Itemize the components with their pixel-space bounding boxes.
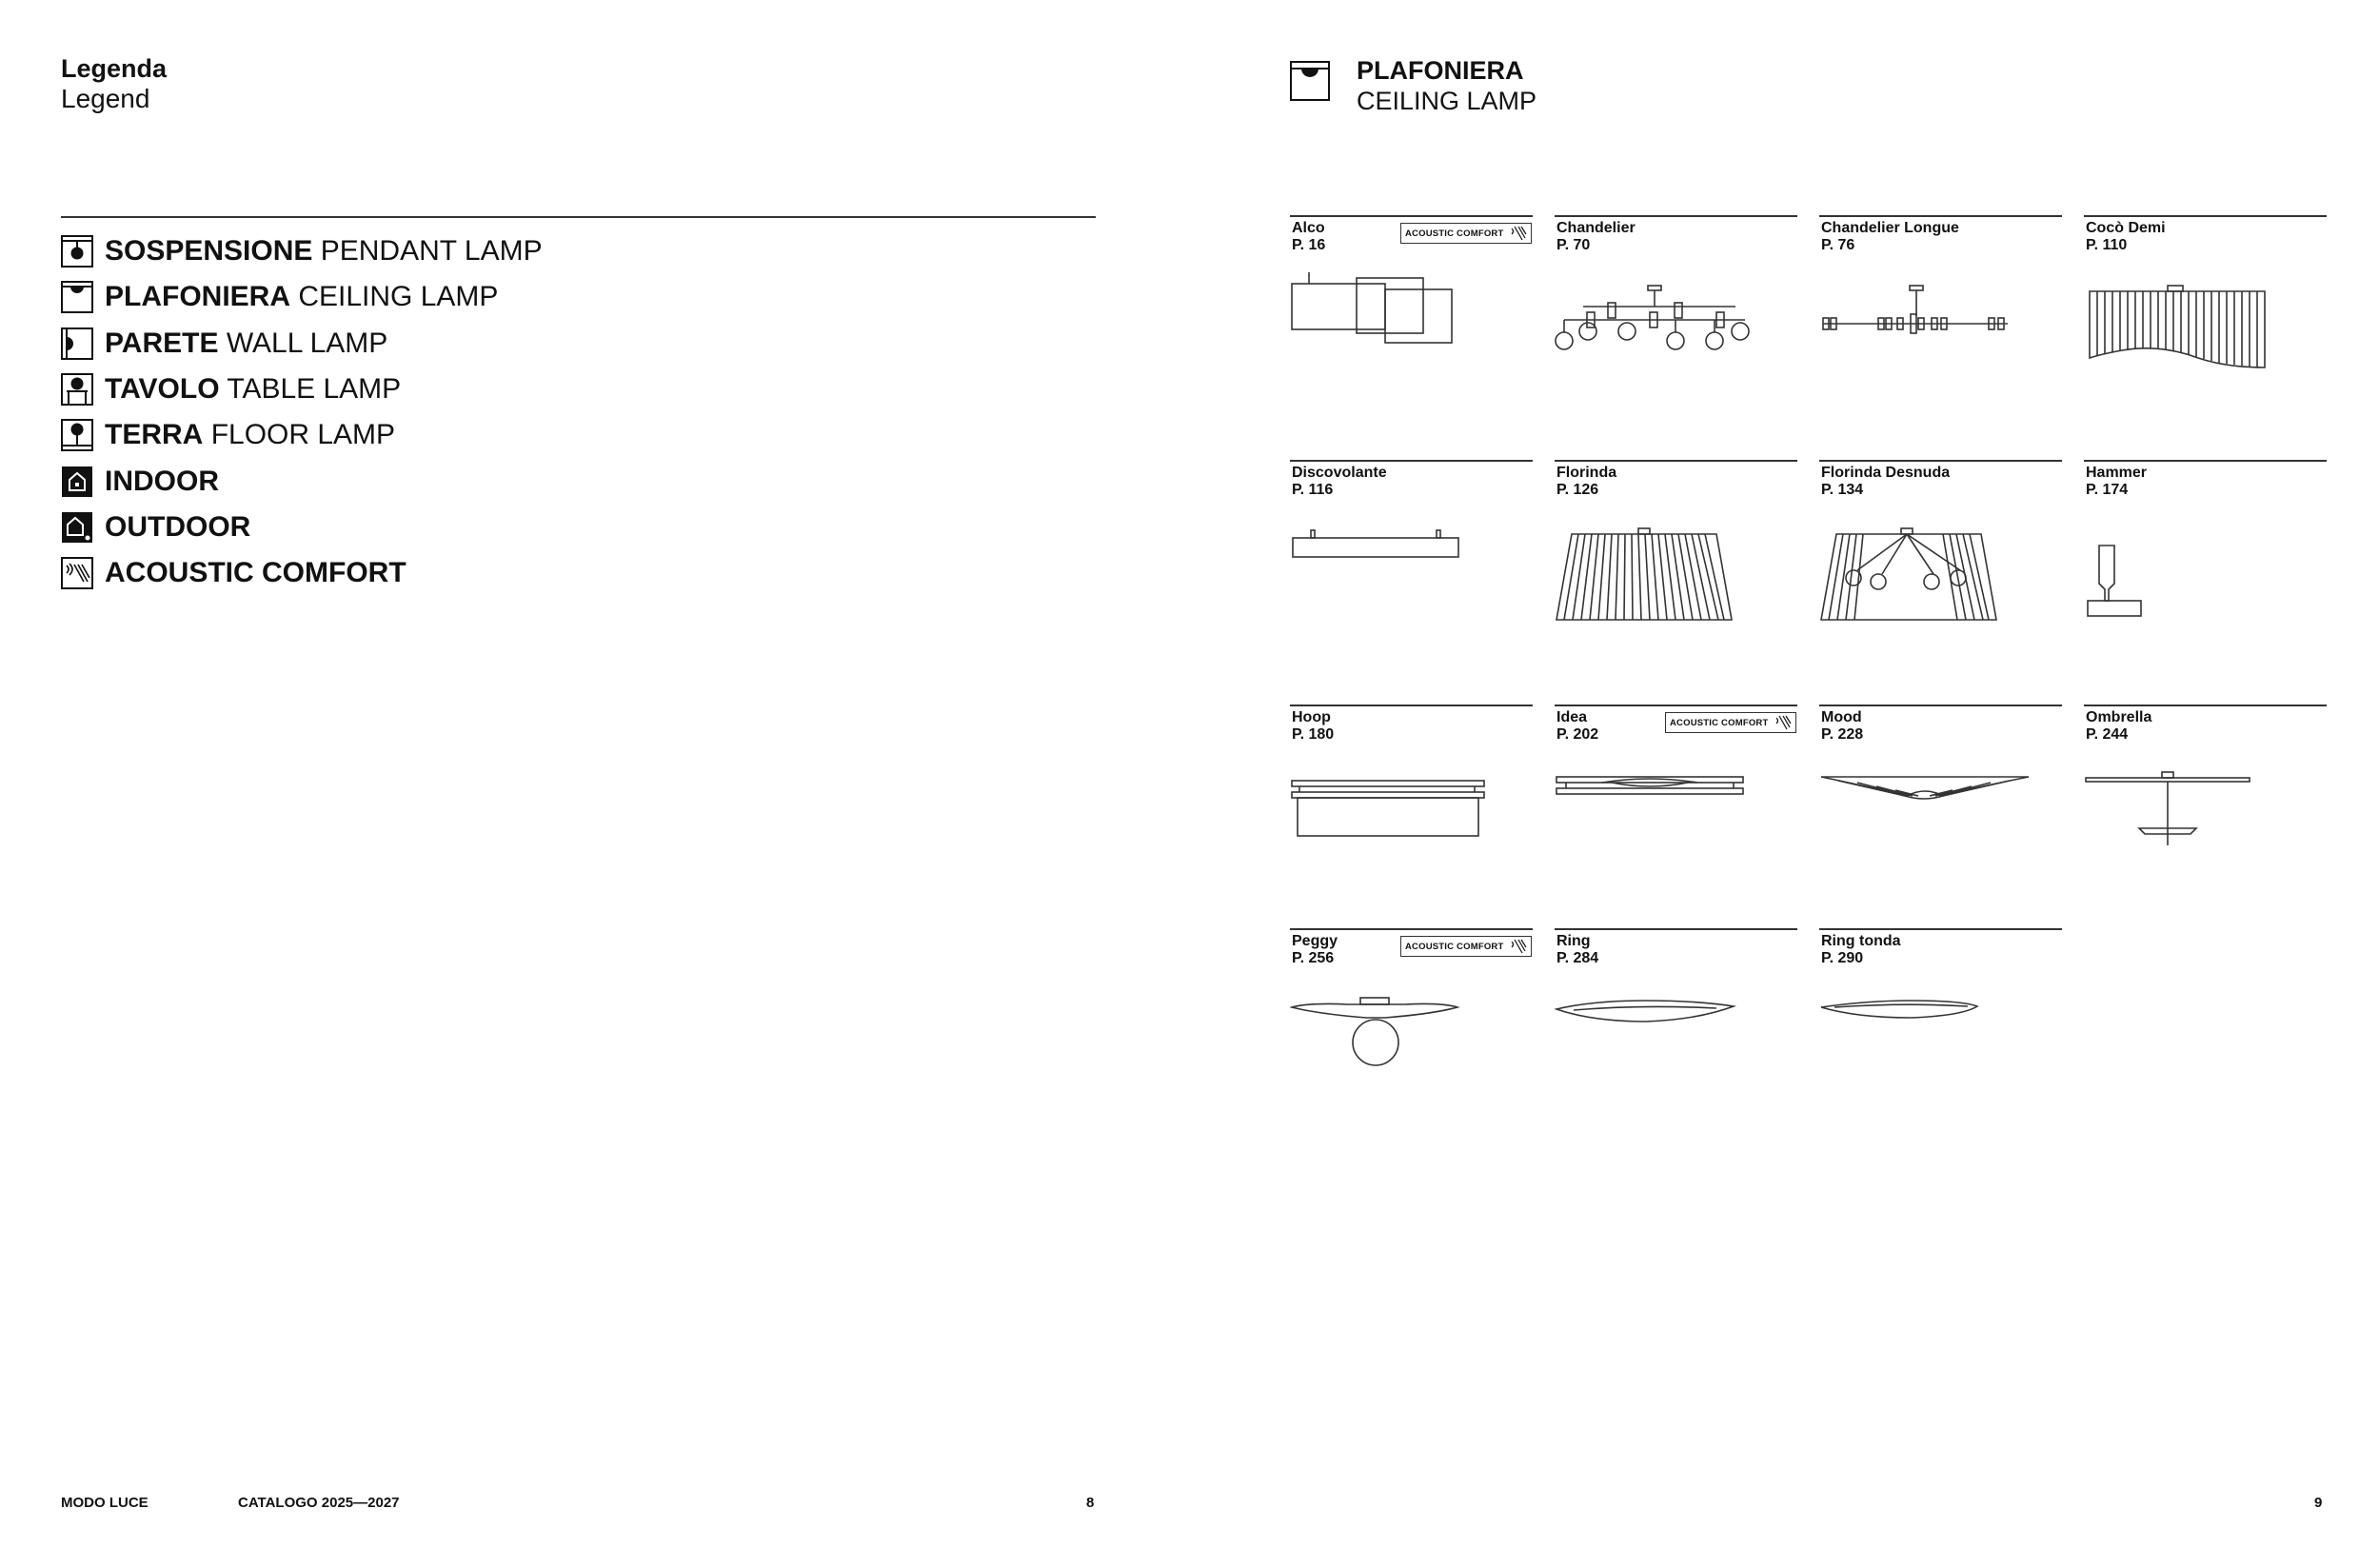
product-page-ref: P. 256 bbox=[1292, 950, 1335, 966]
ceiling-lamp-icon bbox=[1290, 61, 1330, 101]
chandelier-longue-drawing bbox=[1819, 263, 2062, 415]
product-name: Mood bbox=[1821, 709, 1862, 725]
product-page-ref: P. 244 bbox=[2086, 726, 2129, 743]
legend-label: OUTDOOR bbox=[105, 510, 251, 543]
section-heading bbox=[1357, 55, 1536, 116]
product-page-ref: P. 126 bbox=[1556, 482, 1599, 498]
wall-lamp-icon bbox=[61, 327, 93, 360]
product-name: Chandelier Longue bbox=[1821, 220, 1959, 236]
product-name: Ring bbox=[1556, 933, 1591, 949]
outdoor-icon bbox=[61, 511, 93, 544]
product-divider bbox=[1555, 215, 1797, 217]
product-divider bbox=[2084, 705, 2327, 706]
legend-label: PLAFONIERA CEILING LAMP bbox=[105, 281, 499, 313]
product-page-ref: P. 16 bbox=[1292, 237, 1326, 253]
ceiling-lamp-icon bbox=[61, 281, 93, 313]
product-divider bbox=[1290, 215, 1533, 217]
product-name: Hammer bbox=[2086, 465, 2148, 481]
product-divider bbox=[1290, 460, 1533, 462]
acoustic-comfort-badge bbox=[1400, 936, 1532, 957]
product-card-ring-tonda[interactable] bbox=[1819, 928, 2062, 1152]
legend-title-it: Legenda bbox=[61, 54, 168, 83]
product-page-ref: P. 134 bbox=[1821, 482, 1864, 498]
section-title-it: PLAFONIERA bbox=[1357, 56, 1524, 85]
footer-catalog: CATALOGO 2025—2027 bbox=[238, 1495, 400, 1511]
product-divider bbox=[1555, 460, 1797, 462]
product-page-ref: P. 284 bbox=[1556, 950, 1599, 966]
legend-item-pendant bbox=[61, 228, 543, 274]
florinda-drawing bbox=[1555, 507, 1797, 660]
product-card-chandelier-longue[interactable] bbox=[1819, 215, 2062, 439]
product-page-ref: P. 110 bbox=[2086, 237, 2128, 253]
product-divider bbox=[1819, 215, 2062, 217]
ring-tonda-drawing bbox=[1819, 976, 2062, 1128]
legend-label: SOSPENSIONE PENDANT LAMP bbox=[105, 235, 543, 268]
idea-drawing bbox=[1555, 752, 1797, 904]
product-card-mood[interactable] bbox=[1819, 705, 2062, 928]
acoustic-comfort-icon bbox=[1510, 939, 1527, 954]
product-name: Cocò Demi bbox=[2086, 220, 2166, 236]
acoustic-comfort-badge bbox=[1665, 712, 1796, 733]
product-page-ref: P. 228 bbox=[1821, 726, 1864, 743]
pendant-lamp-icon bbox=[61, 235, 93, 268]
mood-drawing bbox=[1819, 752, 2062, 904]
legend-label: INDOOR bbox=[105, 465, 219, 497]
page-number-left: 8 bbox=[1086, 1495, 1095, 1511]
legend-list bbox=[61, 228, 543, 596]
page-number-right: 9 bbox=[2314, 1495, 2323, 1511]
legend-item-wall bbox=[61, 321, 543, 367]
product-page-ref: P. 116 bbox=[1292, 482, 1334, 498]
product-divider bbox=[1555, 705, 1797, 706]
legend-label: PARETE WALL LAMP bbox=[105, 327, 388, 359]
legend-item-outdoor bbox=[61, 505, 543, 550]
legend-item-floor bbox=[61, 412, 543, 458]
product-card-idea[interactable] bbox=[1555, 705, 1797, 928]
product-name: Hoop bbox=[1292, 709, 1331, 725]
acoustic-comfort-icon bbox=[1510, 226, 1527, 241]
acoustic-comfort-icon bbox=[61, 557, 93, 589]
product-page-ref: P. 174 bbox=[2086, 482, 2129, 498]
florinda-desnuda-drawing bbox=[1819, 507, 2062, 660]
ombrella-drawing bbox=[2084, 752, 2327, 904]
product-page-ref: P. 180 bbox=[1292, 726, 1335, 743]
product-card-ombrella[interactable] bbox=[2084, 705, 2327, 928]
indoor-icon bbox=[61, 466, 93, 498]
product-name: Alco bbox=[1292, 220, 1325, 236]
product-card-chandelier[interactable] bbox=[1555, 215, 1797, 439]
product-name: Idea bbox=[1556, 709, 1588, 725]
peggy-drawing bbox=[1290, 976, 1533, 1128]
legend-divider bbox=[61, 216, 1096, 218]
product-divider bbox=[2084, 215, 2327, 217]
product-divider bbox=[1555, 928, 1797, 930]
product-divider bbox=[1290, 705, 1533, 706]
product-name: Discovolante bbox=[1292, 465, 1387, 481]
badge-label: ACOUSTIC COMFORT bbox=[1670, 717, 1769, 728]
product-card-alco[interactable] bbox=[1290, 215, 1533, 439]
discovolante-drawing bbox=[1290, 507, 1533, 660]
product-page-ref: P. 70 bbox=[1556, 237, 1591, 253]
product-page-ref: P. 76 bbox=[1821, 237, 1855, 253]
legend-label: TAVOLO TABLE LAMP bbox=[105, 373, 402, 406]
legend-heading bbox=[61, 53, 167, 114]
product-card-ring[interactable] bbox=[1555, 928, 1797, 1152]
product-card-florinda-desnuda[interactable] bbox=[1819, 460, 2062, 684]
chandelier-drawing bbox=[1555, 263, 1797, 415]
legend-item-table bbox=[61, 367, 543, 412]
product-card-hoop[interactable] bbox=[1290, 705, 1533, 928]
product-card-peggy[interactable] bbox=[1290, 928, 1533, 1152]
badge-label: ACOUSTIC COMFORT bbox=[1405, 228, 1504, 239]
product-name: Chandelier bbox=[1556, 220, 1636, 236]
floor-lamp-icon bbox=[61, 419, 93, 451]
table-lamp-icon bbox=[61, 373, 93, 406]
product-page-ref: P. 290 bbox=[1821, 950, 1864, 966]
hammer-drawing bbox=[2084, 507, 2327, 660]
legend-label: ACOUSTIC COMFORT bbox=[105, 557, 406, 589]
product-divider bbox=[1819, 460, 2062, 462]
legend-label: TERRA FLOOR LAMP bbox=[105, 419, 396, 451]
product-name: Florinda Desnuda bbox=[1821, 465, 1951, 481]
product-card-hammer[interactable] bbox=[2084, 460, 2327, 684]
product-name: Ombrella bbox=[2086, 709, 2152, 725]
ring-drawing bbox=[1555, 976, 1797, 1128]
product-card-discovolante[interactable] bbox=[1290, 460, 1533, 684]
product-divider bbox=[1290, 928, 1533, 930]
acoustic-comfort-badge bbox=[1400, 223, 1532, 244]
legend-item-acoustic bbox=[61, 550, 543, 596]
product-divider bbox=[2084, 460, 2327, 462]
acoustic-comfort-icon bbox=[1774, 715, 1792, 730]
product-page-ref: P. 202 bbox=[1556, 726, 1599, 743]
coco-demi-drawing bbox=[2084, 263, 2327, 415]
badge-label: ACOUSTIC COMFORT bbox=[1405, 941, 1504, 952]
product-divider bbox=[1819, 928, 2062, 930]
product-card-florinda[interactable] bbox=[1555, 460, 1797, 684]
product-name: Ring tonda bbox=[1821, 933, 1901, 949]
product-name: Peggy bbox=[1292, 933, 1338, 949]
legend-item-ceiling bbox=[61, 274, 543, 320]
legend-item-indoor bbox=[61, 458, 543, 504]
footer-brand: MODO LUCE bbox=[61, 1495, 149, 1511]
product-name: Florinda bbox=[1556, 465, 1617, 481]
legend-title-en: Legend bbox=[61, 84, 150, 113]
section-title-en: CEILING LAMP bbox=[1357, 87, 1537, 115]
product-divider bbox=[1819, 705, 2062, 706]
alco-drawing bbox=[1290, 263, 1533, 415]
hoop-drawing bbox=[1290, 752, 1533, 904]
product-card-coco-demi[interactable] bbox=[2084, 215, 2327, 439]
